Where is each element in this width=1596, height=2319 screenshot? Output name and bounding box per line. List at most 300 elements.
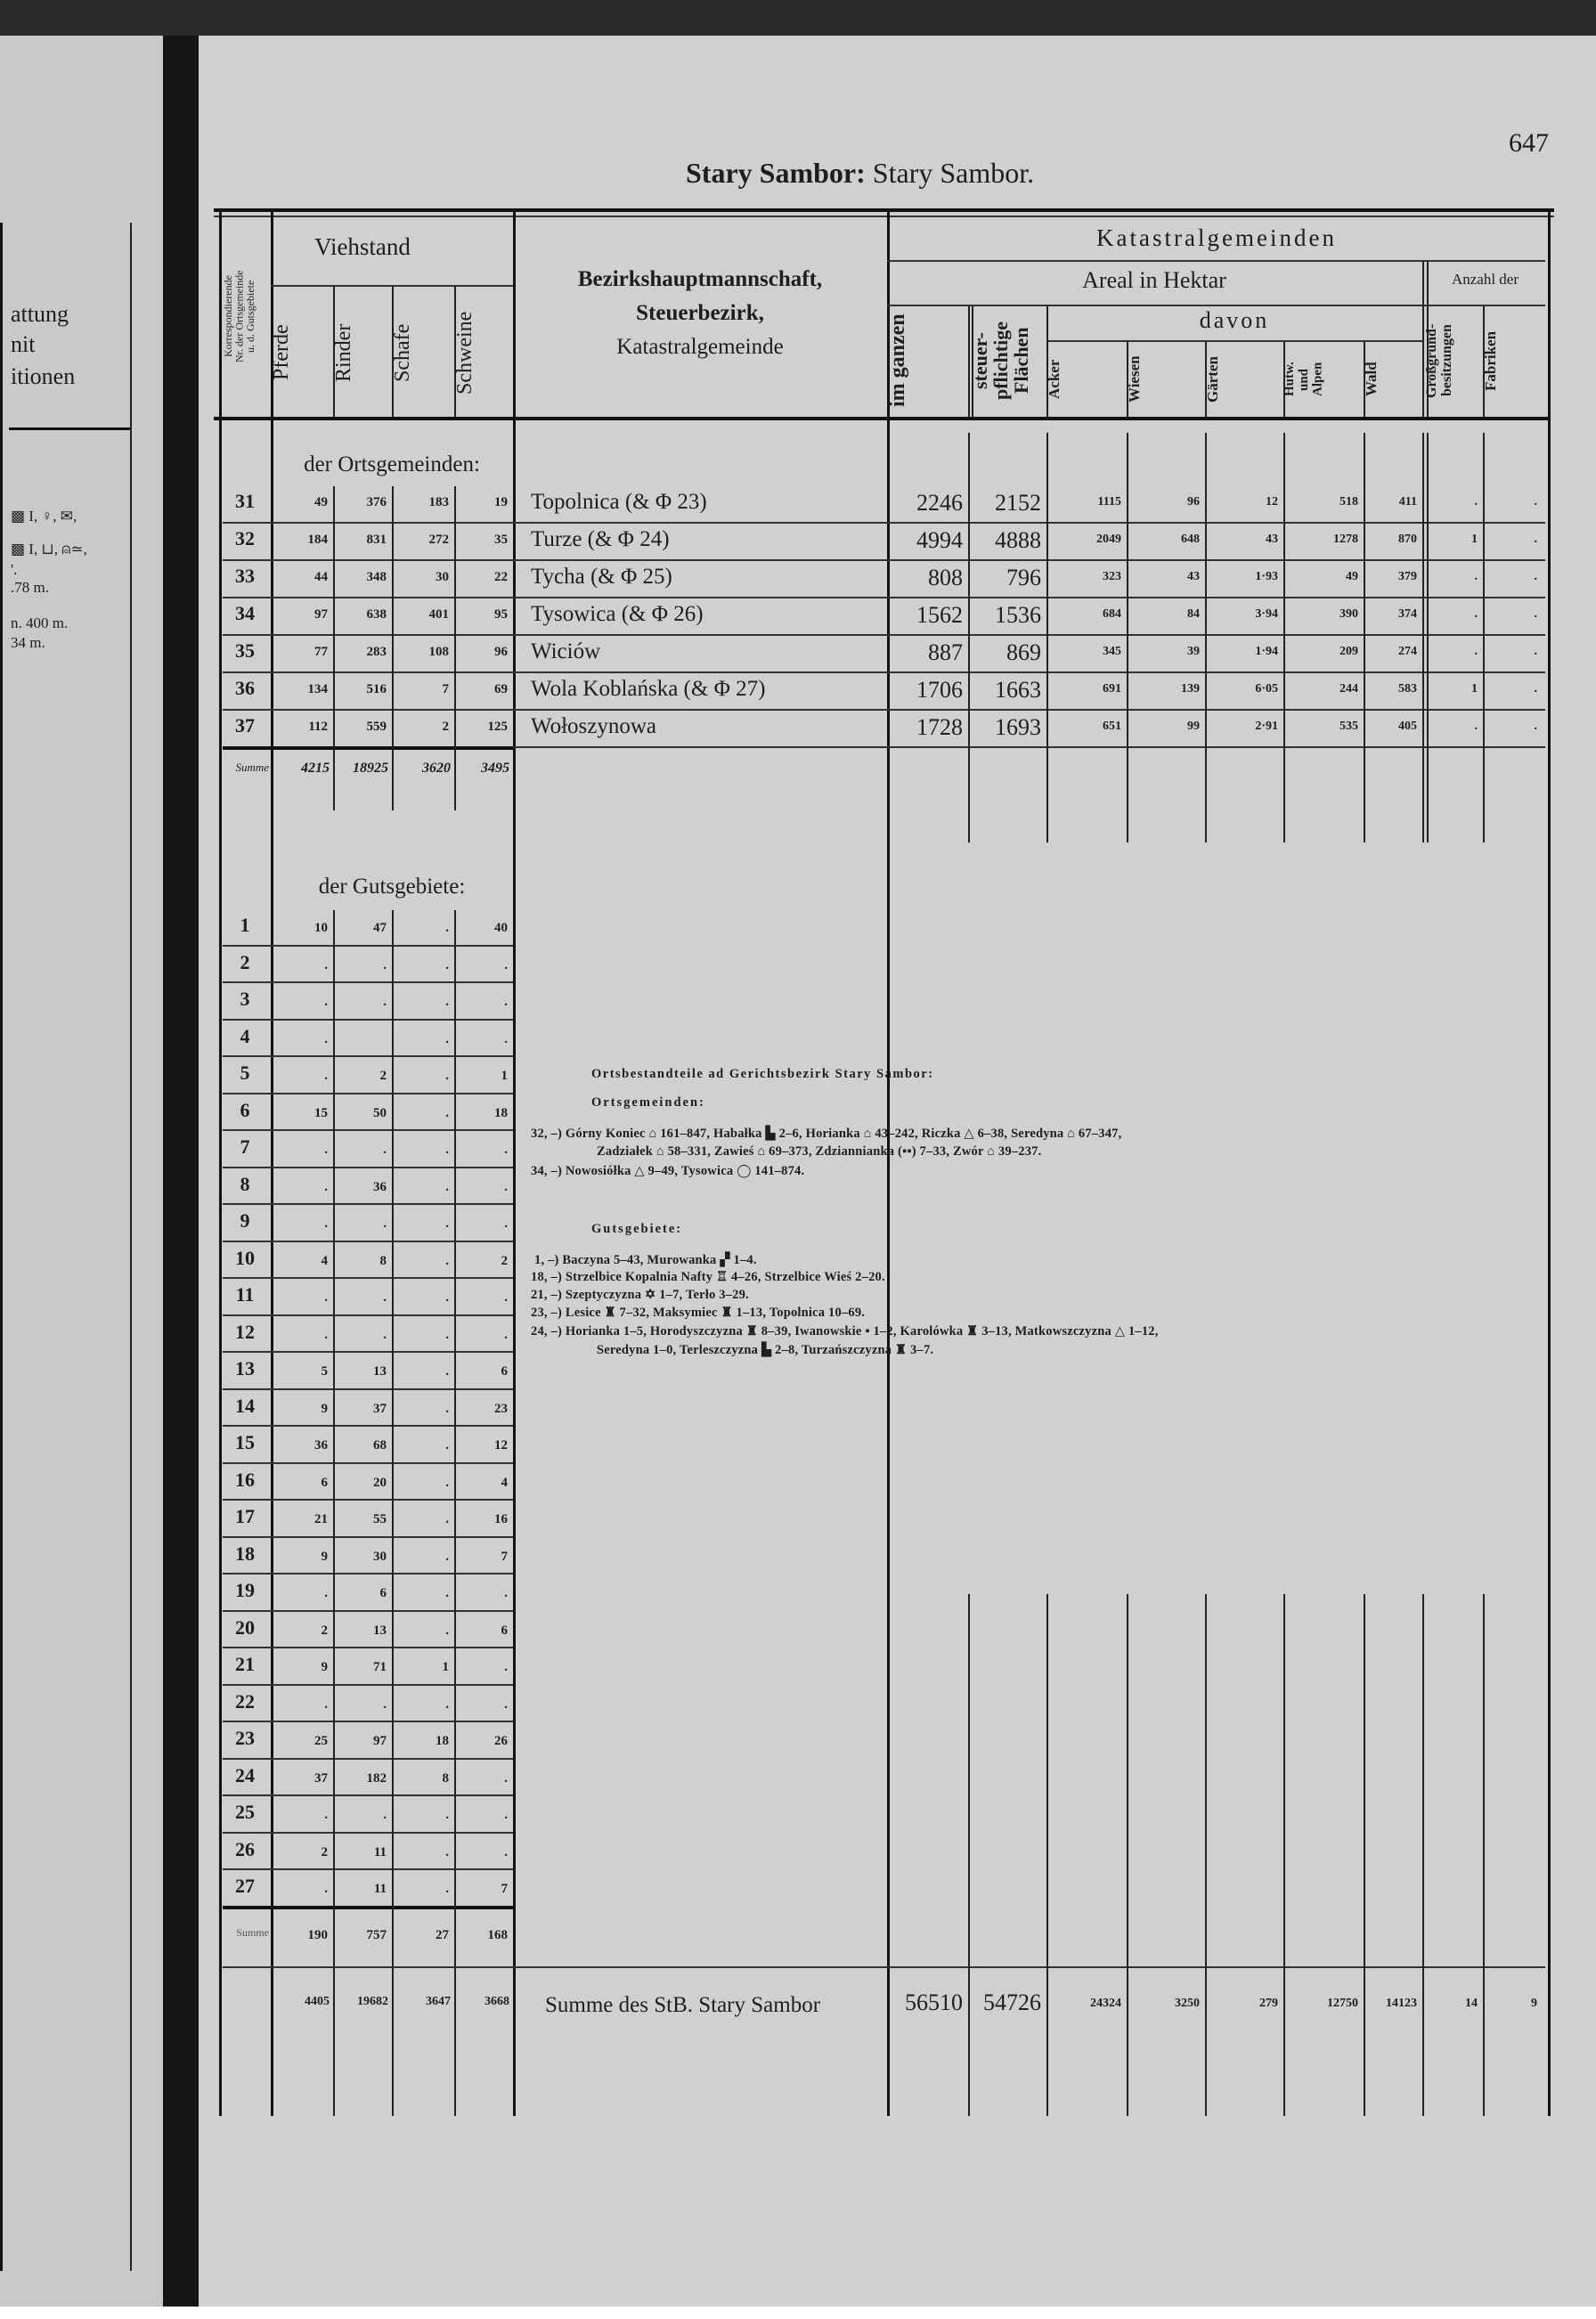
- livestock-cell: 26: [494, 1734, 508, 1748]
- areal-cell: 139: [1181, 682, 1200, 696]
- areal-total: 279: [1259, 1997, 1278, 2010]
- areal-cell: 1·94: [1255, 645, 1278, 658]
- livestock-cell: .: [504, 1290, 508, 1305]
- row-number: 10: [235, 1246, 255, 1269]
- column-rule: [968, 433, 970, 842]
- areal-cell: 12: [1266, 495, 1278, 509]
- row-rule: [214, 417, 1550, 420]
- row-number: 22: [235, 1689, 255, 1713]
- areal-cell: 99: [1187, 720, 1200, 733]
- livestock-cell: 9: [321, 1549, 328, 1564]
- areal-total: 14: [1465, 1997, 1478, 2010]
- livestock-total: 19682: [357, 1995, 388, 2008]
- areal-cell: 1·93: [1255, 570, 1278, 583]
- areal-cell: 518: [1340, 495, 1358, 509]
- section-label-ortsgemeinden: der Ortsgemeinden:: [304, 452, 480, 476]
- livestock-cell: .: [445, 1143, 449, 1157]
- column-rule: [1046, 433, 1048, 842]
- header-nr-column: Korrespondierende Nr. der Ortsgemeinde u. d. Gutsgebiete: [222, 270, 257, 362]
- header-viehstand: Viehstand: [314, 233, 411, 260]
- livestock-cell: 19: [494, 495, 508, 509]
- livestock-cell: .: [445, 1808, 449, 1822]
- livestock-cell: 44: [314, 570, 328, 584]
- livestock-sum: 27: [436, 1927, 449, 1942]
- livestock-cell: 1: [501, 1069, 508, 1083]
- livestock-cell: .: [445, 1623, 449, 1638]
- column-rule: [513, 210, 516, 2116]
- row-number: 25: [235, 1801, 255, 1823]
- livestock-cell: 50: [373, 1105, 387, 1120]
- row-rule: [223, 1019, 513, 1021]
- livestock-cell: 184: [307, 533, 328, 547]
- livestock-cell: 8: [442, 1770, 449, 1786]
- notes-line: Zadziałek ⌂ 58–331, Zawieś ⌂ 69–373, Zdziannianka (▪▪) 7–33, Zwór ⌂ 39–237.: [597, 1144, 1042, 1159]
- katastralgemeinde-name: Wiciów: [531, 639, 601, 663]
- row-number: 34: [235, 602, 255, 624]
- livestock-cell: 6: [501, 1364, 508, 1379]
- row-rule: [223, 1573, 513, 1574]
- livestock-cell: .: [324, 1586, 328, 1600]
- livestock-cell: 134: [307, 682, 328, 696]
- livestock-cell: 183: [428, 495, 449, 509]
- livestock-cell: 68: [373, 1438, 387, 1452]
- livestock-cell: 2: [321, 1623, 328, 1638]
- livestock-cell: 77: [314, 645, 328, 659]
- livestock-cell: .: [504, 995, 508, 1009]
- livestock-cell: .: [504, 957, 508, 972]
- livestock-cell: 5: [321, 1364, 328, 1379]
- livestock-cell: .: [445, 1031, 449, 1046]
- notes-guts-heading: Gutsgebiete:: [591, 1222, 683, 1236]
- livestock-cell: .: [324, 1216, 328, 1231]
- livestock-cell: .: [445, 1882, 449, 1896]
- livestock-cell: .: [324, 1882, 328, 1896]
- row-rule: [223, 1906, 513, 1909]
- livestock-cell: 559: [366, 720, 387, 734]
- row-rule: [223, 1536, 513, 1538]
- livestock-cell: 4: [321, 1253, 328, 1268]
- row-rule: [223, 1093, 513, 1094]
- row-rule: [223, 1241, 513, 1242]
- areal-cell: 796: [1006, 565, 1041, 590]
- livestock-cell: 23: [494, 1401, 508, 1416]
- row-rule: [887, 260, 1545, 262]
- livestock-cell: .: [383, 1808, 387, 1822]
- livestock-cell: .: [324, 1069, 328, 1083]
- notes-line: 23, –) Lesice ♜ 7–32, Maksymiec ♜ 1–13, Topolnica 10–69.: [531, 1306, 866, 1320]
- livestock-cell: 516: [366, 682, 387, 696]
- row-rule: [223, 746, 513, 750]
- areal-cell: .: [1474, 570, 1478, 583]
- livestock-cell: .: [324, 1179, 328, 1194]
- header-pferde: Pferde: [270, 324, 293, 381]
- livestock-cell: .: [383, 1327, 387, 1342]
- livestock-cell: 9: [321, 1660, 328, 1674]
- livestock-sum: 168: [487, 1927, 508, 1942]
- areal-cell: 535: [1340, 720, 1358, 733]
- summe-label: Summe: [236, 1925, 269, 1939]
- margin-note-line: 34 m.: [11, 634, 45, 651]
- notes-line: 34, –) Nowosiółka △ 9–49, Tysowica ◯ 141–874.: [531, 1164, 805, 1178]
- livestock-cell: 37: [314, 1770, 328, 1786]
- column-rule: [1364, 1594, 1365, 2116]
- row-number: 27: [235, 1875, 255, 1897]
- livestock-cell: 97: [314, 607, 328, 622]
- areal-cell: 1536: [995, 602, 1041, 628]
- areal-cell: .: [1534, 720, 1537, 733]
- areal-cell: 43: [1266, 533, 1278, 546]
- livestock-cell: 7: [442, 682, 449, 696]
- notes-line: 21, –) Szeptyczyzna ✡ 1–7, Terło 3–29.: [531, 1288, 749, 1302]
- notes-line: Seredyna 1–0, Terleszczyzna ▙ 2–8, Turzańszczyzna ♜ 3–7.: [597, 1343, 934, 1357]
- column-rule: [1205, 433, 1207, 842]
- livestock-cell: .: [445, 1179, 449, 1194]
- areal-cell: 1728: [916, 714, 963, 740]
- livestock-cell: 37: [373, 1401, 387, 1416]
- column-rule: [1127, 1594, 1128, 2116]
- livestock-cell: 20: [373, 1475, 387, 1490]
- header-davon: davon: [1199, 307, 1270, 333]
- livestock-cell: 2: [501, 1253, 508, 1268]
- row-rule: [223, 1721, 513, 1722]
- header-areal: Areal in Hektar: [1082, 267, 1226, 293]
- livestock-cell: .: [383, 995, 387, 1009]
- row-number: 14: [235, 1394, 255, 1417]
- margin-note-line: .78 m.: [11, 579, 49, 596]
- areal-cell: 684: [1103, 607, 1121, 621]
- row-number: 33: [235, 565, 255, 587]
- livestock-cell: 36: [314, 1438, 328, 1452]
- column-rule: [1483, 433, 1485, 842]
- summe-label: Summe: [235, 761, 269, 774]
- areal-cell: 3·94: [1255, 607, 1278, 621]
- row-rule: [223, 1758, 513, 1760]
- areal-cell: 870: [1398, 533, 1417, 546]
- livestock-cell: 18: [494, 1105, 508, 1120]
- row-rule: [223, 671, 1545, 673]
- livestock-cell: .: [445, 1216, 449, 1231]
- column-rule: [1205, 1594, 1207, 2116]
- livestock-cell: .: [383, 1697, 387, 1712]
- livestock-cell: 376: [366, 495, 387, 509]
- livestock-cell: 108: [428, 645, 449, 659]
- areal-total: 56510: [905, 1989, 963, 2015]
- row-number: 20: [235, 1615, 255, 1639]
- katastralgemeinde-name: Tycha (& Φ 25): [531, 565, 672, 589]
- livestock-sum: 3495: [481, 761, 509, 776]
- areal-cell: 323: [1103, 570, 1121, 583]
- row-number: 19: [235, 1579, 255, 1601]
- header-fabriken: Fabriken: [1482, 330, 1499, 391]
- row-number: 17: [235, 1505, 255, 1527]
- areal-cell: 887: [928, 639, 963, 665]
- margin-heading-line: nit: [11, 331, 36, 357]
- areal-cell: 345: [1103, 645, 1121, 658]
- notes-line: 1, –) Baczyna 5–43, Murowanka ▞ 1–4.: [534, 1253, 757, 1267]
- livestock-cell: .: [504, 1660, 508, 1674]
- livestock-total: 4405: [305, 1995, 330, 2008]
- livestock-cell: .: [445, 921, 449, 935]
- row-rule: [887, 305, 1545, 306]
- livestock-cell: 11: [373, 1882, 387, 1896]
- livestock-sum: 4215: [301, 761, 330, 776]
- areal-cell: 1663: [995, 677, 1041, 703]
- row-number: 6: [240, 1098, 250, 1121]
- areal-cell: 869: [1006, 639, 1041, 665]
- row-number: 3: [240, 988, 250, 1010]
- total-label: Summe des StB. Stary Sambor: [545, 1993, 821, 2017]
- livestock-cell: 4: [501, 1475, 508, 1490]
- areal-total: 12750: [1327, 1997, 1358, 2010]
- areal-cell: 2049: [1096, 533, 1121, 546]
- header-gaerten: Gärten: [1204, 356, 1221, 403]
- row-number: 18: [235, 1542, 255, 1565]
- katastralgemeinde-name: Wola Koblańska (& Φ 27): [531, 677, 766, 701]
- row-rule: [223, 1610, 513, 1612]
- livestock-cell: 36: [373, 1179, 387, 1194]
- areal-cell: 808: [928, 565, 963, 590]
- livestock-cell: 95: [494, 607, 508, 622]
- livestock-cell: 272: [428, 533, 449, 547]
- livestock-cell: .: [445, 1438, 449, 1452]
- livestock-cell: .: [445, 1253, 449, 1268]
- livestock-cell: .: [504, 1031, 508, 1046]
- areal-cell: 2246: [916, 490, 963, 516]
- row-number: 8: [240, 1172, 250, 1195]
- areal-cell: 374: [1398, 607, 1417, 621]
- row-rule: [223, 945, 513, 947]
- areal-cell: 648: [1181, 533, 1200, 546]
- livestock-cell: 97: [373, 1734, 387, 1748]
- livestock-cell: 13: [373, 1623, 387, 1638]
- livestock-cell: 12: [494, 1438, 508, 1452]
- row-rule: [223, 597, 1545, 598]
- areal-cell: 96: [1187, 495, 1200, 509]
- livestock-cell: 35: [494, 533, 508, 547]
- margin-note-line: n. 400 m.: [11, 614, 69, 631]
- areal-cell: 1706: [916, 677, 963, 703]
- row-number: 31: [235, 490, 255, 512]
- livestock-cell: .: [504, 1143, 508, 1157]
- livestock-cell: 69: [494, 682, 508, 696]
- livestock-cell: 40: [494, 921, 508, 935]
- row-number: 32: [235, 527, 255, 549]
- row-rule: [223, 634, 1545, 636]
- livestock-cell: 182: [366, 1770, 387, 1786]
- header-grossgrundbesitzungen: Großgrund- besitzungen: [1424, 323, 1454, 398]
- header-im-ganzen: im ganzen: [886, 313, 909, 408]
- row-number: 26: [235, 1837, 255, 1860]
- areal-cell: 390: [1340, 607, 1358, 621]
- header-katastralgemeinden: Katastralgemeinden: [1096, 224, 1337, 251]
- livestock-cell: .: [504, 1844, 508, 1859]
- header-wiesen: Wiesen: [1126, 355, 1143, 403]
- row-rule: [1046, 340, 1422, 342]
- livestock-cell: 21: [314, 1512, 328, 1526]
- row-rule: [223, 1425, 513, 1427]
- row-number: 9: [240, 1209, 250, 1232]
- column-rule: [1046, 1594, 1048, 2116]
- livestock-cell: 10: [314, 921, 328, 935]
- livestock-cell: 8: [379, 1253, 387, 1268]
- katastralgemeinde-name: Turze (& Φ 24): [531, 527, 670, 551]
- areal-cell: 2152: [995, 490, 1041, 516]
- livestock-cell: 2: [442, 720, 449, 734]
- margin-heading-line: attung: [11, 301, 69, 327]
- areal-cell: .: [1534, 682, 1537, 696]
- header-anzahl: Anzahl der: [1451, 271, 1519, 288]
- areal-cell: .: [1534, 533, 1537, 546]
- livestock-cell: .: [445, 1327, 449, 1342]
- areal-cell: 39: [1187, 645, 1200, 658]
- livestock-cell: .: [445, 1105, 449, 1120]
- row-number: 35: [235, 639, 255, 662]
- row-number: 16: [235, 1468, 255, 1491]
- areal-cell: 4888: [995, 527, 1041, 553]
- livestock-cell: 6: [321, 1475, 328, 1490]
- header-name-line1: Bezirkshauptmannschaft,: [577, 267, 823, 291]
- notes-orts-heading: Ortsgemeinden:: [591, 1095, 705, 1110]
- livestock-cell: .: [504, 1216, 508, 1231]
- row-rule: [223, 1167, 513, 1168]
- areal-cell: 244: [1340, 682, 1358, 696]
- livestock-cell: .: [445, 1549, 449, 1564]
- livestock-cell: 47: [373, 921, 387, 935]
- row-rule: [223, 1277, 513, 1279]
- livestock-cell: 2: [379, 1069, 387, 1083]
- livestock-cell: 16: [494, 1512, 508, 1526]
- areal-cell: 1115: [1097, 495, 1121, 509]
- livestock-cell: 283: [366, 645, 387, 659]
- page-title-subdistrict: Stary Sambor.: [872, 157, 1035, 189]
- row-number: 21: [235, 1653, 255, 1675]
- areal-cell: 411: [1398, 495, 1417, 509]
- areal-cell: 1: [1471, 533, 1478, 546]
- column-rule: [1422, 1594, 1424, 2116]
- livestock-cell: 13: [373, 1364, 387, 1379]
- row-rule: [223, 1684, 513, 1686]
- header-steuerpflichtige: steuer- pflichtige Flächen: [969, 321, 1033, 400]
- areal-cell: .: [1474, 720, 1478, 733]
- areal-cell: .: [1534, 607, 1537, 621]
- livestock-cell: 401: [428, 607, 449, 622]
- row-rule: [214, 208, 1554, 212]
- column-rule: [1283, 1594, 1285, 2116]
- row-number: 23: [235, 1727, 255, 1749]
- header-hutweiden: Hutw. und Alpen: [1282, 362, 1325, 397]
- livestock-cell: 7: [501, 1882, 508, 1896]
- livestock-cell: .: [324, 1808, 328, 1822]
- livestock-cell: .: [504, 1808, 508, 1822]
- livestock-cell: 30: [436, 570, 449, 584]
- areal-cell: 84: [1187, 607, 1200, 621]
- livestock-cell: .: [445, 995, 449, 1009]
- row-number: 15: [235, 1431, 255, 1453]
- areal-cell: 405: [1398, 720, 1417, 733]
- livestock-cell: .: [504, 1770, 508, 1786]
- livestock-cell: 30: [373, 1549, 387, 1564]
- row-number: 2: [240, 950, 250, 973]
- livestock-cell: 11: [373, 1844, 387, 1859]
- livestock-cell: .: [324, 1327, 328, 1342]
- header-schweine: Schweine: [453, 311, 476, 395]
- row-rule: [223, 1868, 513, 1870]
- katastralgemeinde-name: Wołoszynowa: [531, 714, 657, 738]
- areal-cell: 2·91: [1255, 720, 1278, 733]
- row-number: 12: [235, 1320, 255, 1343]
- livestock-cell: .: [445, 1401, 449, 1416]
- areal-total: 3250: [1175, 1997, 1200, 2010]
- livestock-cell: .: [445, 1697, 449, 1712]
- livestock-cell: .: [383, 957, 387, 972]
- row-rule: [223, 1129, 513, 1131]
- livestock-cell: .: [504, 1586, 508, 1600]
- header-rinder: Rinder: [332, 323, 355, 382]
- areal-cell: .: [1534, 570, 1537, 583]
- livestock-cell: 348: [366, 570, 387, 584]
- areal-cell: 1: [1471, 682, 1478, 696]
- livestock-cell: 2: [321, 1844, 328, 1859]
- row-rule: [223, 709, 1545, 711]
- page-number: 647: [1509, 128, 1549, 158]
- page-title-district: Stary Sambor:: [686, 157, 866, 189]
- areal-cell: 691: [1103, 682, 1121, 696]
- row-rule: [223, 1203, 513, 1205]
- livestock-cell: .: [445, 1475, 449, 1490]
- livestock-cell: .: [383, 1143, 387, 1157]
- margin-heading-line: itionen: [11, 363, 76, 389]
- row-number: 24: [235, 1763, 255, 1786]
- livestock-cell: 25: [314, 1734, 328, 1748]
- row-number: 13: [235, 1357, 255, 1379]
- livestock-sum: 190: [307, 1927, 328, 1942]
- column-rule: [1422, 433, 1424, 842]
- row-rule: [223, 981, 513, 983]
- row-rule: [223, 1314, 513, 1316]
- row-rule: [223, 1388, 513, 1390]
- livestock-cell: .: [445, 1069, 449, 1083]
- margin-note-line: ▩ I, ⊔, ⍝≃,: [11, 541, 87, 557]
- row-number: 36: [235, 677, 255, 699]
- areal-total: 9: [1531, 1997, 1537, 2010]
- areal-total: 14123: [1386, 1997, 1417, 2010]
- areal-cell: 1562: [916, 602, 963, 628]
- katastralgemeinde-name: Tysowica (& Φ 26): [531, 602, 704, 626]
- livestock-sum: 757: [366, 1927, 387, 1942]
- livestock-cell: .: [504, 1697, 508, 1712]
- row-rule: [223, 1966, 1545, 1968]
- livestock-cell: 9: [321, 1401, 328, 1416]
- livestock-cell: 125: [487, 720, 508, 734]
- row-rule: [214, 216, 1554, 217]
- notes-title: Ortsbestandteile ad Gerichtsbezirk Stary Sambor:: [591, 1067, 934, 1081]
- column-rule: [1283, 433, 1285, 842]
- row-rule: [223, 1462, 513, 1464]
- header-aecker: Äcker: [1046, 359, 1063, 400]
- livestock-cell: .: [324, 957, 328, 972]
- column-rule: [1364, 433, 1365, 842]
- header-name-line2: Steuerbezirk,: [636, 301, 764, 325]
- livestock-cell: 15: [314, 1105, 328, 1120]
- katastralgemeinde-name: Topolnica (& Φ 23): [531, 490, 707, 514]
- column-rule: [1427, 433, 1429, 842]
- margin-note-line: '.: [11, 561, 18, 578]
- notes-line: 32, –) Górny Koniec ⌂ 161–847, Habałka ▙ 2–6, Horianka ⌂ 43–242, Riczka △ 6–38, Seredyna ⌂ 67–347,: [531, 1127, 1122, 1141]
- livestock-cell: 55: [373, 1512, 387, 1526]
- areal-cell: 6·05: [1255, 682, 1278, 696]
- livestock-cell: .: [324, 1143, 328, 1157]
- row-number: 1: [240, 914, 250, 936]
